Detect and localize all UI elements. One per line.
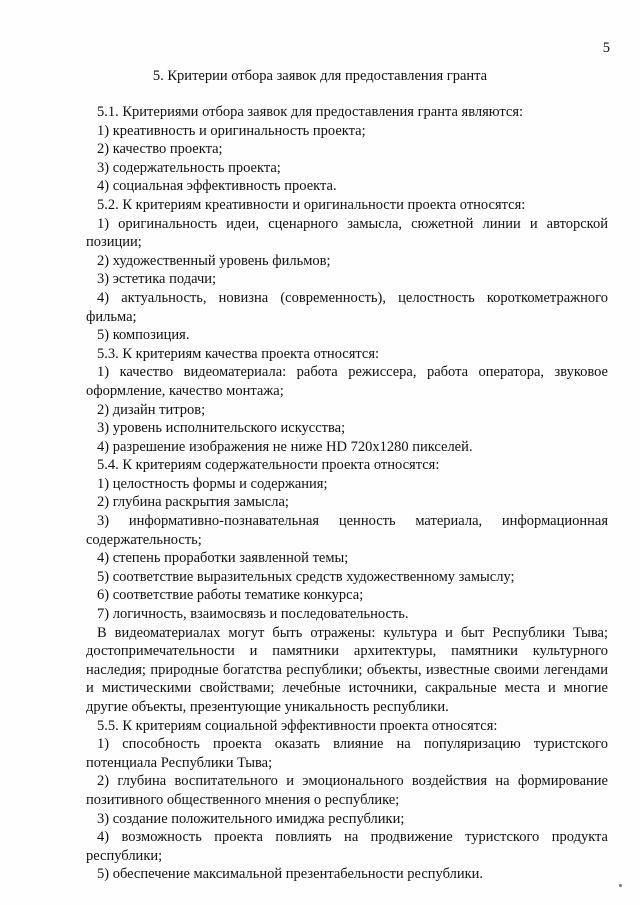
document-body bbox=[86, 103, 608, 884]
list-item: 2) художественный уровень фильмов; bbox=[97, 252, 331, 269]
list-item: 4) социальная эффективность проекта. bbox=[97, 178, 337, 195]
list-item: 4) степень проработки заявленной темы; bbox=[97, 550, 349, 567]
list-item: 1) способность проекта оказать влияние на популяризацию туристского потенциала Республики Тыва; bbox=[86, 736, 608, 771]
list-item: 1) качество видеоматериала: работа режиссера, работа оператора, звуковое оформление, качество монтажа; bbox=[86, 364, 608, 399]
list-item: 1) креативность и оригинальность проекта; bbox=[97, 122, 366, 139]
page-number: 5 bbox=[602, 40, 610, 56]
list-item: 5) обеспечение максимальной презентабельности республики. bbox=[97, 866, 484, 883]
list-item: 1) целостность формы и содержания; bbox=[97, 475, 328, 492]
list-item: 3) уровень исполнительского искусства; bbox=[97, 420, 346, 437]
paragraph-5-1: 5.1. Критериями отбора заявок для предоставления гранта являются: bbox=[97, 104, 524, 120]
list-item: 2) глубина раскрытия замысла; bbox=[97, 494, 289, 511]
list-item: 2) дизайн титров; bbox=[97, 401, 206, 418]
list-item: 3) эстетика подачи; bbox=[97, 271, 217, 288]
paragraph-video-materials: В видеоматериалах могут быть отражены: культура и быт Республики Тыва; достопримечательности и памятники архитектуры, памятники культурного наследия; природные богатства республики; объекты, известные своими легендами и мистическими свойствами; лечебные источники, сакральные места и многие другие объекты, презентующие уникальность республики. bbox=[86, 624, 608, 715]
list-item: 7) логичность, взаимосвязь и последовательность. bbox=[97, 606, 409, 623]
paragraph-5-3: 5.3. К критериям качества проекта относятся: bbox=[97, 345, 380, 362]
paragraph-5-2: 5.2. К критериям креативности и оригинальности проекта относятся: bbox=[97, 196, 526, 213]
list-item: 3) информативно-познавательная ценность материала, информационная содержательность; bbox=[86, 513, 608, 548]
scan-speck bbox=[619, 884, 622, 887]
paragraph-5-5: 5.5. К критериям социальной эффективности проекта относятся: bbox=[97, 717, 498, 734]
list-item: 3) содержательность проекта; bbox=[97, 159, 281, 176]
list-item: 5) композиция. bbox=[97, 327, 190, 344]
list-item: 5) соответствие выразительных средств художественному замыслу; bbox=[97, 568, 515, 585]
paragraph-5-4: 5.4. К критериям содержательности проекта относятся: bbox=[97, 457, 440, 474]
list-item: 3) создание положительного имиджа республики; bbox=[97, 810, 405, 827]
list-item: 1) оригинальность идеи, сценарного замысла, сюжетной линии и авторской позиции; bbox=[86, 215, 608, 251]
section-title: 5. Критерии отбора заявок для предоставления гранта bbox=[152, 68, 488, 84]
list-item: 4) актуальность, новизна (современность), целостность короткометражного фильма; bbox=[86, 289, 608, 325]
list-item: 4) разрешение изображения не ниже HD 720x1280 пикселей. bbox=[97, 438, 473, 455]
list-item: 6) соответствие работы тематике конкурса; bbox=[97, 587, 364, 604]
list-item: 2) качество проекта; bbox=[97, 141, 223, 158]
list-item: 2) глубина воспитательного и эмоционального воздействия на формирование позитивного общественного мнения о республике; bbox=[86, 773, 608, 808]
list-item: 4) возможность проекта повлиять на продвижение туристского продукта республики; bbox=[86, 829, 608, 864]
